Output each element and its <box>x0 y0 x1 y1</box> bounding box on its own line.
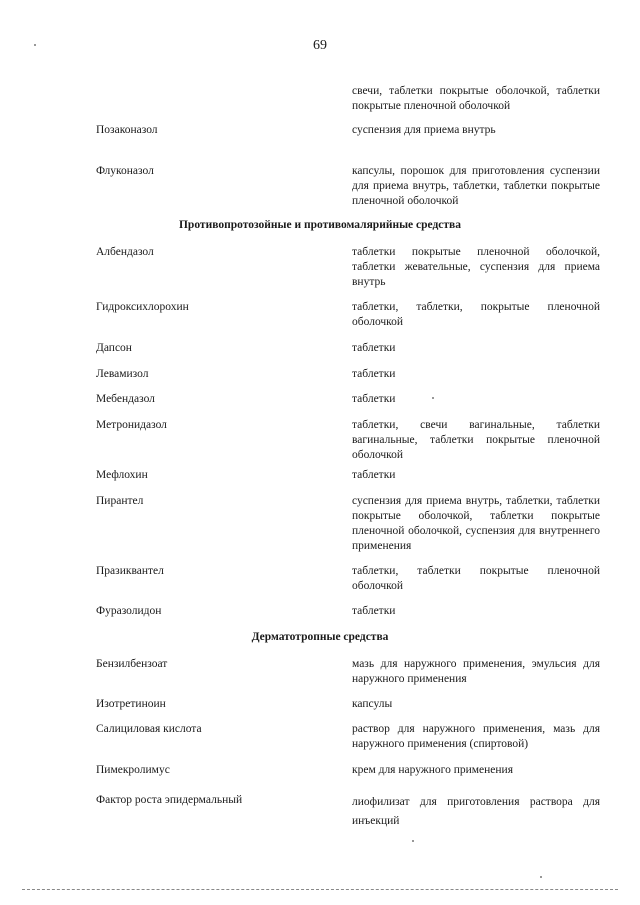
dosage-forms: таблетки <box>352 342 396 354</box>
drug-name: Пирантел <box>96 495 144 507</box>
drug-name: Бензилбензоат <box>96 658 168 670</box>
dosage-forms: таблетки покрытые пленочной оболочкой, таблетки жевательные, суспензия для приема внутрь <box>352 246 600 288</box>
dosage-forms: таблетки, свечи вагинальные, таблетки вагинальные, таблетки покрытые пленочной оболочкой <box>352 419 600 461</box>
dosage-forms: таблетки, таблетки, покрытые пленочной оболочкой <box>352 301 600 328</box>
dosage-forms: таблетки <box>352 368 396 380</box>
page-number: 69 <box>313 38 327 53</box>
drug-name: Мефлохин <box>96 469 148 481</box>
dosage-forms: таблетки <box>352 393 396 405</box>
dosage-forms: таблетки <box>352 469 396 481</box>
drug-name: Изотретиноин <box>96 698 166 710</box>
drug-name: Метронидазол <box>96 419 167 431</box>
dosage-forms: мазь для наружного применения, эмульсия для наружного применения <box>352 658 600 685</box>
drug-name: Мебендазол <box>96 393 155 405</box>
dosage-forms: свечи, таблетки покрытые оболочкой, таблетки покрытые пленочной оболочкой <box>352 85 600 112</box>
drug-name: Флуконазол <box>96 165 154 177</box>
drug-name: Дапсон <box>96 342 132 354</box>
dosage-forms: крем для наружного применения <box>352 764 514 776</box>
drug-name: Пимекролимус <box>96 764 170 776</box>
scan-speck <box>34 44 36 46</box>
drug-name: Албендазол <box>96 246 154 258</box>
scan-speck <box>540 876 542 878</box>
drug-name: Гидроксихлорохин <box>96 301 189 313</box>
dosage-forms: суспензия для приема внутрь, таблетки, таблетки покрытые оболочкой, таблетки покрытые пленочной оболочкой, суспензия для внутреннего применения <box>352 495 600 552</box>
drug-name: Празиквантел <box>96 565 164 577</box>
drug-name: Левамизол <box>96 368 149 380</box>
bottom-rule <box>22 889 618 890</box>
dosage-forms: лиофилизат для приготовления раствора для инъекций <box>352 796 600 827</box>
dosage-forms: капсулы <box>352 698 393 710</box>
drug-name: Позаконазол <box>96 124 158 136</box>
dosage-forms: таблетки, таблетки покрытые пленочной оболочкой <box>352 565 600 592</box>
drug-name: Фуразолидон <box>96 605 162 617</box>
dosage-forms: суспензия для приема внутрь <box>352 124 496 136</box>
dosage-forms: таблетки <box>352 605 396 617</box>
section-heading: Дерматотропные средства <box>251 631 389 643</box>
scan-speck <box>412 840 414 842</box>
scan-speck <box>432 397 434 399</box>
drug-name: Фактор роста эпидермальный <box>96 794 243 806</box>
section-heading: Противопротозойные и противомалярийные средства <box>178 219 462 231</box>
drug-name: Салициловая кислота <box>96 723 202 735</box>
dosage-forms: раствор для наружного применения, мазь для наружного применения (спиртовой) <box>352 723 600 750</box>
dosage-forms: капсулы, порошок для приготовления суспензии для приема внутрь, таблетки, таблетки покрытые пленочной оболочкой <box>352 165 600 207</box>
